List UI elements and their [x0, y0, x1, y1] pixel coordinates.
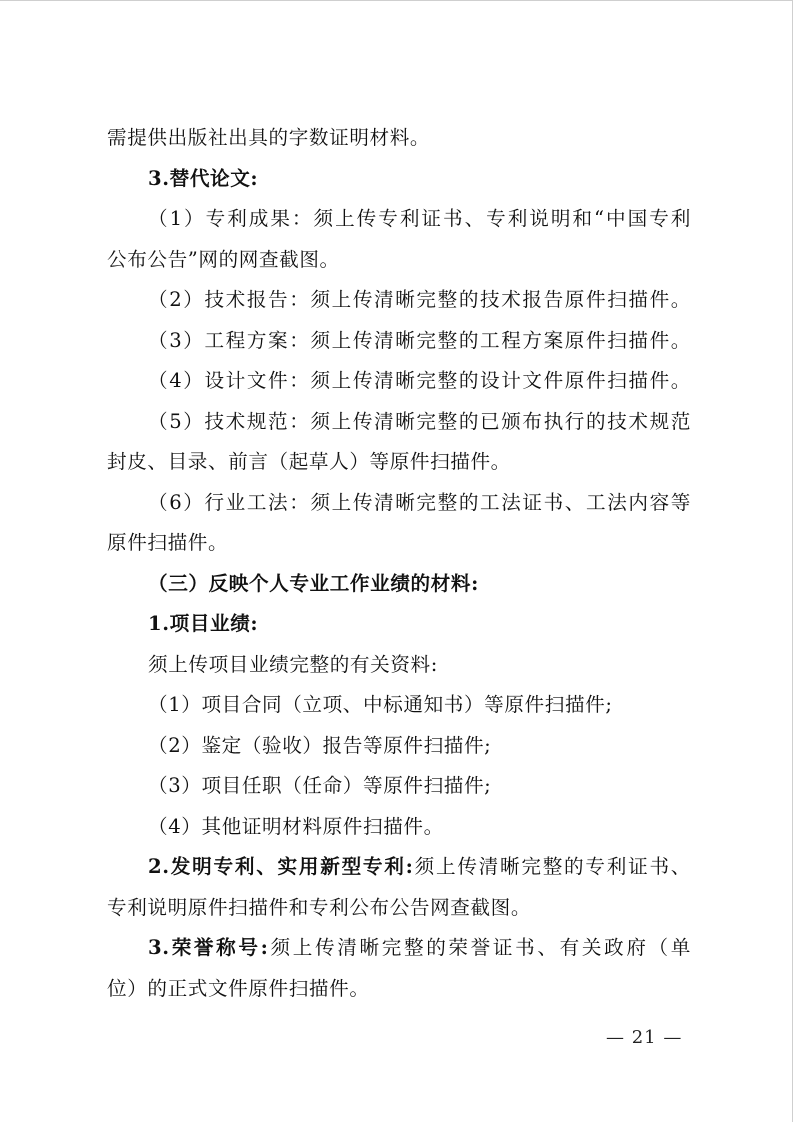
text-line: 封皮、目录、前言（起草人）等原件扫描件。 [107, 450, 511, 473]
text-line: 专利说明原件扫描件和专利公布公告网查截图。 [107, 895, 532, 919]
text-line: 须上传项目业绩完整的有关资料: [148, 652, 438, 676]
text-line: 公布公告”网的网查截图。 [107, 247, 340, 271]
document-page [107, 118, 691, 1009]
honor-paragraph [107, 928, 691, 969]
list-item: （5）技术规范：须上传清晰完整的已颁布执行的技术规范 [148, 409, 691, 433]
section-heading: 3.替代论文: [148, 166, 259, 190]
subsection-heading: 1.项目业绩: [148, 612, 259, 635]
patent-paragraph [107, 847, 691, 888]
honor-text: 须上传清晰完整的荣誉证书、有关政府（单 [268, 936, 691, 959]
page-number: — 21 — [606, 1027, 683, 1048]
text-line: 位）的正式文件原件扫描件。 [107, 976, 370, 1000]
list-item: （4）其他证明材料原件扫描件。 [148, 814, 444, 838]
list-item: （3）项目任职（任命）等原件扫描件; [148, 774, 492, 797]
page-border-top [0, 0, 793, 1]
list-item: （1）专利成果：须上传专利证书、专利说明和“中国专利 [148, 207, 691, 230]
list-item: （2）鉴定（验收）报告等原件扫描件; [148, 733, 492, 757]
section-heading: （三）反映个人专业工作业绩的材料: [148, 571, 479, 595]
patent-label: 2.发明专利、实用新型专利: [148, 855, 414, 878]
list-item: （1）项目合同（立项、中标通知书）等原件扫描件; [148, 693, 613, 716]
list-item: （4）设计文件：须上传清晰完整的设计文件原件扫描件。 [148, 369, 691, 392]
patent-text: 须上传清晰完整的专利证书、 [413, 855, 691, 878]
list-item: （2）技术报告：须上传清晰完整的技术报告原件扫描件。 [148, 288, 691, 311]
text-line: 原件扫描件。 [107, 531, 229, 554]
honor-label: 3.荣誉称号: [148, 936, 269, 959]
text-line: 需提供出版社出具的字数证明材料。 [107, 126, 431, 149]
list-item: （3）工程方案：须上传清晰完整的工程方案原件扫描件。 [148, 328, 691, 352]
list-item: （6）行业工法：须上传清晰完整的工法证书、工法内容等 [148, 490, 691, 514]
